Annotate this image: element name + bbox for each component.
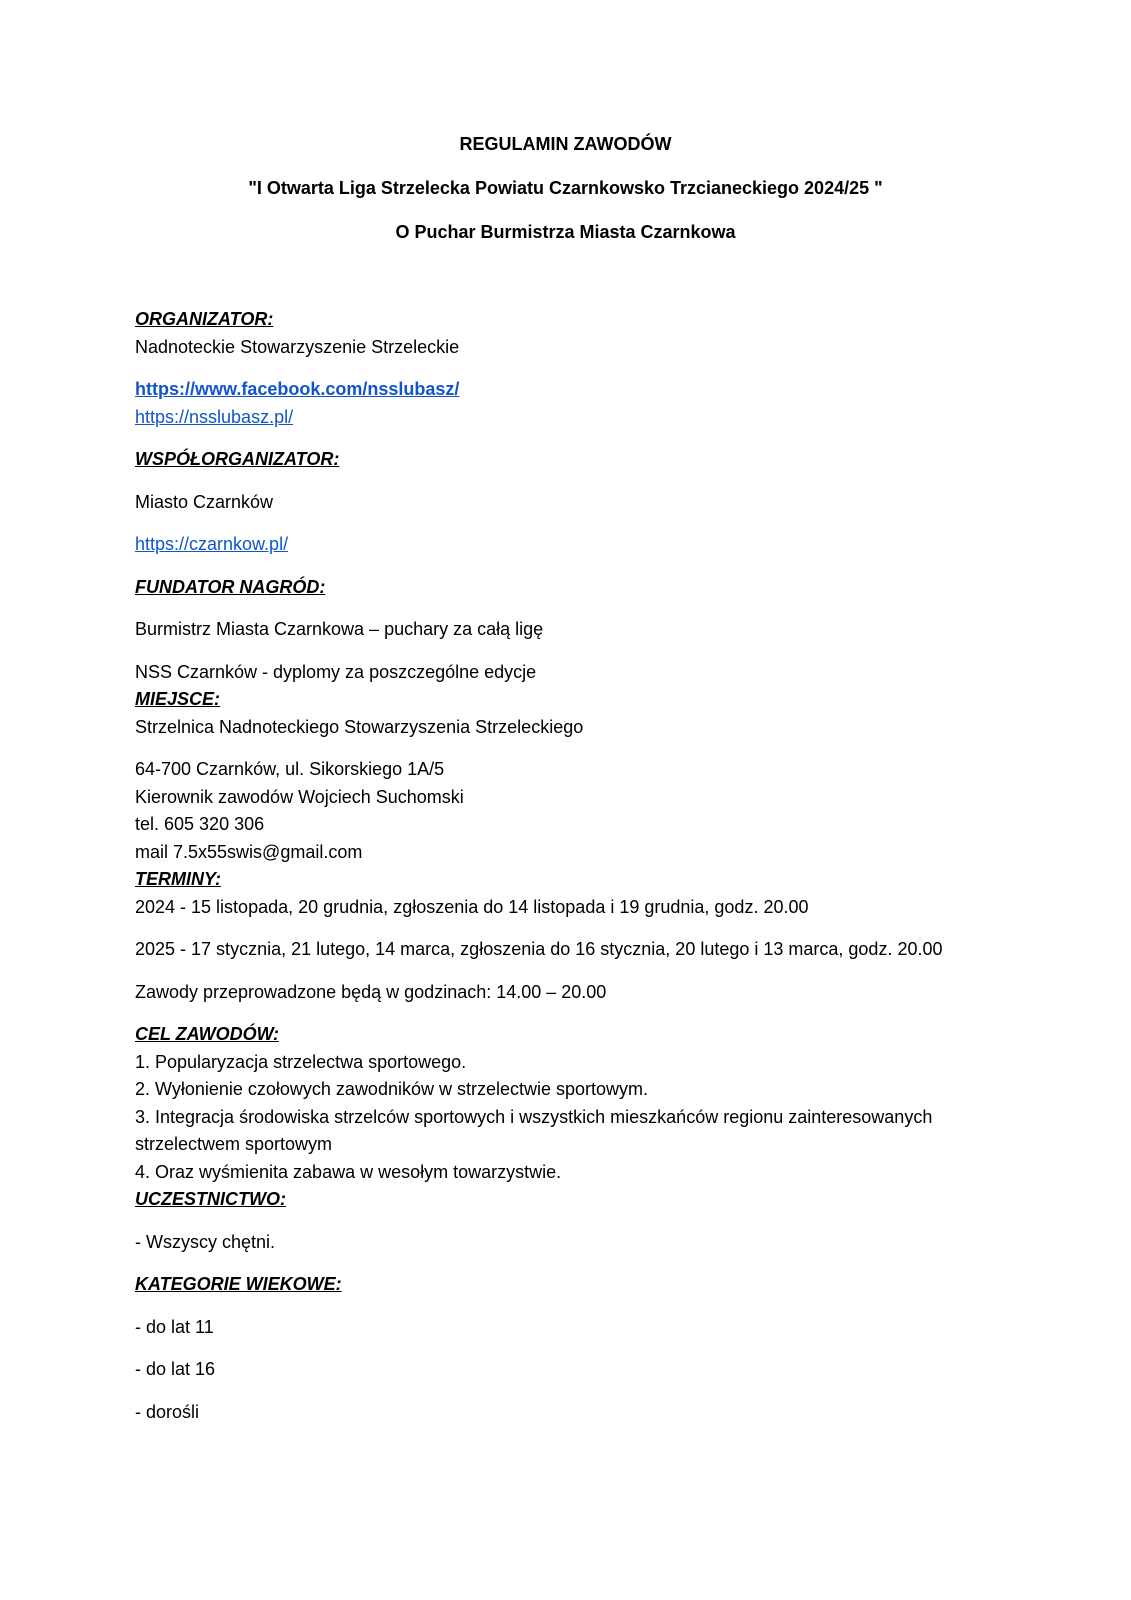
- founder-line-2: NSS Czarnków - dyplomy za poszczególne edycje: [135, 661, 537, 682]
- heading-goal: CEL ZAWODÓW:: [135, 1024, 279, 1044]
- participation-line-1: - Wszyscy chętni.: [135, 1231, 276, 1252]
- age-item-2: - do lat 16: [135, 1359, 216, 1379]
- place-line-3: Kierownik zawodów Wojciech Suchomski: [135, 786, 464, 807]
- coorganizer-name: Miasto Czarnków: [135, 491, 274, 512]
- coorganizer-website-link[interactable]: https://czarnkow.pl/: [135, 534, 289, 554]
- organizer-facebook-link[interactable]: https://www.facebook.com/nsslubasz/: [135, 379, 460, 399]
- heading-coorganizer: WSPÓŁORGANIZATOR:: [135, 449, 340, 469]
- document-title: REGULAMIN ZAWODÓW: [459, 134, 672, 154]
- goal-item-4: 4. Oraz wyśmienita zabawa w wesołym towarzystwie.: [135, 1161, 562, 1182]
- organizer-name: Nadnoteckie Stowarzyszenie Strzeleckie: [135, 336, 460, 357]
- age-item-3: - dorośli: [135, 1401, 200, 1422]
- place-line-5: mail 7.5x55swis@gmail.com: [135, 841, 363, 862]
- organizer-website-link[interactable]: https://nsslubasz.pl/: [135, 406, 294, 427]
- goal-item-3: 3. Integracja środowiska strzelców sportowych i wszystkich mieszkańców regionu zainteresowanych strzelectwem sportowym: [135, 1106, 933, 1154]
- dates-line-2: 2025 - 17 stycznia, 21 lutego, 14 marca, zgłoszenia do 16 stycznia, 20 lutego i 13 marca, godz. 20.00: [135, 939, 943, 959]
- dates-line-3: Zawody przeprowadzone będą w godzinach: 14.00 – 20.00: [135, 981, 607, 1002]
- heading-dates: TERMINY:: [135, 869, 222, 889]
- goal-item-1: 1. Popularyzacja strzelectwa sportowego.: [135, 1051, 467, 1072]
- heading-age-categories: KATEGORIE WIEKOWE:: [135, 1274, 342, 1294]
- goal-item-2: 2. Wyłonienie czołowych zawodników w strzelectwie sportowym.: [135, 1079, 649, 1099]
- dates-line-1: 2024 - 15 listopada, 20 grudnia, zgłoszenia do 14 listopada i 19 grudnia, godz. 20.00: [135, 896, 809, 917]
- place-line-1: Strzelnica Nadnoteckiego Stowarzyszenia Strzeleckiego: [135, 716, 584, 737]
- document-subtitle: "I Otwarta Liga Strzelecka Powiatu Czarnkowsko Trzcianeckiego 2024/25 ": [248, 178, 883, 198]
- age-item-1: - do lat 11: [135, 1316, 214, 1337]
- heading-founder: FUNDATOR NAGRÓD:: [135, 576, 326, 597]
- heading-organizer: ORGANIZATOR:: [135, 309, 274, 329]
- document-body: [135, 306, 1015, 1426]
- heading-participation: UCZESTNICTWO:: [135, 1189, 286, 1209]
- heading-place: MIEJSCE:: [135, 689, 221, 709]
- founder-line-1: Burmistrz Miasta Czarnkowa – puchary za całą ligę: [135, 619, 544, 639]
- place-line-4: tel. 605 320 306: [135, 814, 265, 834]
- document-subtitle-cup: O Puchar Burmistrza Miasta Czarnkowa: [395, 222, 736, 242]
- place-line-2: 64-700 Czarnków, ul. Sikorskiego 1A/5: [135, 759, 445, 779]
